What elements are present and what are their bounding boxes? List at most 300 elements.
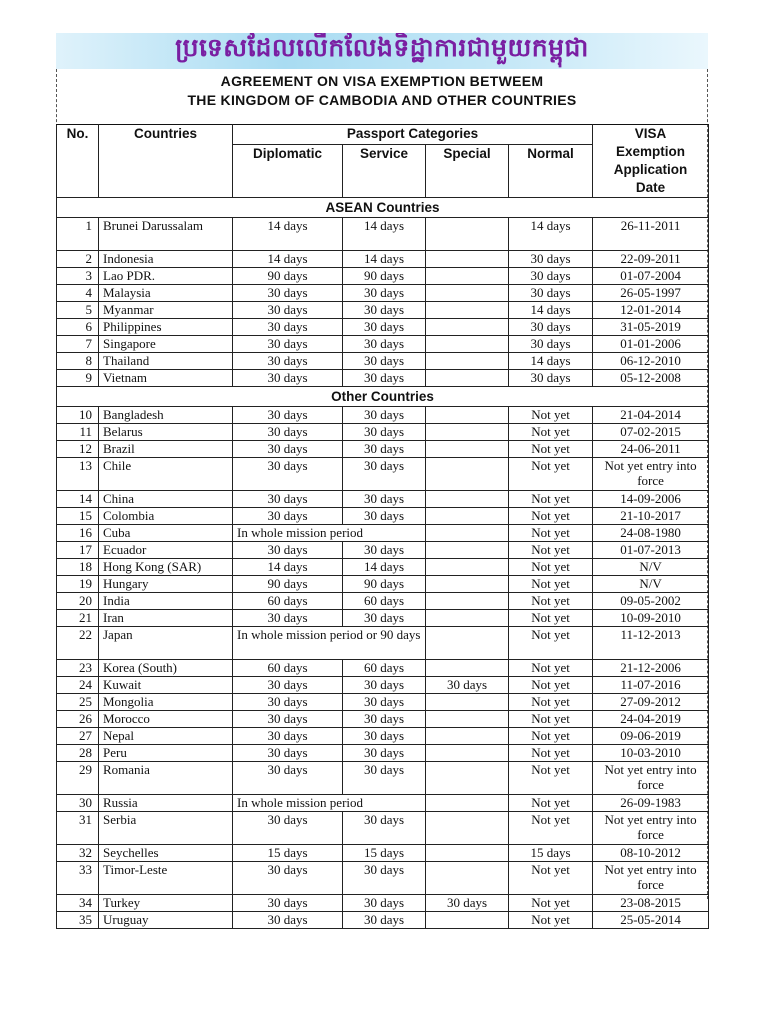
diplomatic-cell: 30 days [233,302,343,319]
normal-cell: Not yet [509,525,593,542]
country-name: Brazil [99,441,233,458]
table-row [57,542,709,559]
special-cell [426,353,509,370]
normal-cell: 14 days [509,302,593,319]
normal-cell: Not yet [509,576,593,593]
exemption-date: 24-06-2011 [593,441,709,458]
normal-cell: Not yet [509,542,593,559]
row-number: 15 [57,508,99,525]
exemption-date: 26-09-1983 [593,795,709,812]
diplomatic-cell: 30 days [233,370,343,387]
row-number: 34 [57,895,99,912]
service-cell: 30 days [343,370,426,387]
normal-cell: Not yet [509,912,593,929]
exemption-date: 11-07-2016 [593,677,709,694]
exemption-date: 08-10-2012 [593,845,709,862]
row-number: 6 [57,319,99,336]
diplomatic-cell: 30 days [233,677,343,694]
special-cell [426,370,509,387]
exemption-date: Not yet entry into force [593,812,709,845]
exemption-date: Not yet entry into force [593,762,709,795]
table-row [57,424,709,441]
service-cell: 60 days [343,593,426,610]
table-row [57,319,709,336]
header-normal: Normal [509,145,593,198]
country-name: Belarus [99,424,233,441]
banner-title: ប្រទេសដែលលើកលែងទិដ្ឋាការជាមួយកម្ពុជា [175,33,589,62]
table-row [57,862,709,895]
service-cell: 30 days [343,762,426,795]
row-number: 9 [57,370,99,387]
row-number: 24 [57,677,99,694]
service-cell: 90 days [343,576,426,593]
header-countries: Countries [99,125,233,198]
row-number: 33 [57,862,99,895]
row-number: 17 [57,542,99,559]
diplomatic-cell: 30 days [233,407,343,424]
exemption-date: 21-10-2017 [593,508,709,525]
diplomatic-cell: 14 days [233,218,343,251]
country-name: Cuba [99,525,233,542]
exemption-date: 24-04-2019 [593,711,709,728]
normal-cell: Not yet [509,559,593,576]
country-name: Kuwait [99,677,233,694]
service-cell: 30 days [343,677,426,694]
table-row [57,407,709,424]
normal-cell: 30 days [509,336,593,353]
special-cell [426,576,509,593]
normal-cell: 30 days [509,268,593,285]
normal-cell: Not yet [509,508,593,525]
service-cell: 30 days [343,711,426,728]
special-cell: 30 days [426,677,509,694]
section-asean [57,198,709,218]
service-cell: 30 days [343,441,426,458]
exemption-date: 22-09-2011 [593,251,709,268]
exemption-date: 27-09-2012 [593,694,709,711]
row-number: 4 [57,285,99,302]
normal-cell: 30 days [509,251,593,268]
normal-cell: Not yet [509,795,593,812]
service-cell: 14 days [343,559,426,576]
normal-cell: Not yet [509,711,593,728]
special-cell [426,508,509,525]
row-number: 5 [57,302,99,319]
diplomatic-cell: 30 days [233,694,343,711]
normal-cell: Not yet [509,660,593,677]
row-number: 2 [57,251,99,268]
table-row [57,795,709,812]
diplomatic-cell: 30 days [233,458,343,491]
country-name: Korea (South) [99,660,233,677]
country-name: Romania [99,762,233,795]
service-cell: 30 days [343,458,426,491]
exemption-date: 09-06-2019 [593,728,709,745]
section-other [57,387,709,407]
exemption-date: N/V [593,576,709,593]
service-cell: 30 days [343,336,426,353]
country-name: Timor-Leste [99,862,233,895]
service-cell: 30 days [343,694,426,711]
table-row [57,593,709,610]
header-service: Service [343,145,426,198]
country-name: Colombia [99,508,233,525]
table-row [57,525,709,542]
table-row [57,370,709,387]
table-row [57,677,709,694]
table-row [57,627,709,660]
special-cell [426,458,509,491]
country-name: Serbia [99,812,233,845]
exemption-date: 31-05-2019 [593,319,709,336]
service-cell: 30 days [343,302,426,319]
visa-exemption-table [56,124,709,929]
special-cell [426,525,509,542]
table-row [57,845,709,862]
special-cell [426,559,509,576]
diplomatic-cell: 90 days [233,268,343,285]
diplomatic-cell: 30 days [233,542,343,559]
exemption-date: Not yet entry into force [593,862,709,895]
row-number: 8 [57,353,99,370]
country-name: China [99,491,233,508]
diplomatic-cell: 30 days [233,441,343,458]
normal-cell: 14 days [509,218,593,251]
diplomatic-cell: 30 days [233,862,343,895]
exemption-date: 01-01-2006 [593,336,709,353]
service-cell: 30 days [343,912,426,929]
table-row [57,458,709,491]
diplomatic-cell: 14 days [233,559,343,576]
table-row [57,285,709,302]
service-cell: 30 days [343,424,426,441]
diplomatic-cell: 60 days [233,593,343,610]
service-cell: 30 days [343,508,426,525]
normal-cell: Not yet [509,491,593,508]
special-cell [426,441,509,458]
row-number: 32 [57,845,99,862]
exemption-date: 09-05-2002 [593,593,709,610]
normal-cell: Not yet [509,424,593,441]
special-cell [426,218,509,251]
row-number: 25 [57,694,99,711]
normal-cell: Not yet [509,728,593,745]
diplomatic-cell: 30 days [233,319,343,336]
diplomatic-cell: 30 days [233,745,343,762]
special-cell [426,711,509,728]
table-row [57,812,709,845]
normal-cell: Not yet [509,895,593,912]
row-number: 3 [57,268,99,285]
special-cell [426,660,509,677]
service-cell: 30 days [343,542,426,559]
exemption-date: Not yet entry into force [593,458,709,491]
exemption-date: 12-01-2014 [593,302,709,319]
special-cell [426,593,509,610]
normal-cell: Not yet [509,441,593,458]
special-cell [426,268,509,285]
table-row [57,218,709,251]
section-asean-label: ASEAN Countries [57,198,709,218]
row-number: 27 [57,728,99,745]
normal-cell: Not yet [509,812,593,845]
country-name: Vietnam [99,370,233,387]
special-cell [426,862,509,895]
row-number: 10 [57,407,99,424]
normal-cell: Not yet [509,610,593,627]
table-row [57,576,709,593]
exemption-date: N/V [593,559,709,576]
mission-period: In whole mission period [233,795,426,812]
diplomatic-cell: 30 days [233,895,343,912]
exemption-date: 11-12-2013 [593,627,709,660]
row-number: 11 [57,424,99,441]
diplomatic-cell: 30 days [233,762,343,795]
service-cell: 60 days [343,660,426,677]
country-name: Malaysia [99,285,233,302]
special-cell [426,812,509,845]
special-cell [426,610,509,627]
normal-cell: Not yet [509,407,593,424]
service-cell: 30 days [343,895,426,912]
diplomatic-cell: 30 days [233,424,343,441]
table-body [57,198,709,929]
exemption-date: 01-07-2013 [593,542,709,559]
normal-cell: Not yet [509,745,593,762]
normal-cell: 14 days [509,353,593,370]
heading-line-2: THE KINGDOM OF CAMBODIA AND OTHER COUNTRIES [187,92,577,108]
table-row [57,895,709,912]
country-name: Morocco [99,711,233,728]
header-special: Special [426,145,509,198]
row-number: 29 [57,762,99,795]
exemption-date: 26-05-1997 [593,285,709,302]
row-number: 31 [57,812,99,845]
header-visa-line: VISA [634,126,667,141]
diplomatic-cell: 15 days [233,845,343,862]
table-row [57,491,709,508]
header-no: No. [57,125,99,198]
normal-cell: Not yet [509,762,593,795]
row-number: 18 [57,559,99,576]
header-visa-line: Application [613,162,688,177]
diplomatic-cell: 14 days [233,251,343,268]
country-name: Mongolia [99,694,233,711]
service-cell: 30 days [343,285,426,302]
header-visa-date [593,125,709,198]
row-number: 28 [57,745,99,762]
special-cell [426,336,509,353]
exemption-date: 21-04-2014 [593,407,709,424]
row-number: 22 [57,627,99,660]
mission-period: In whole mission period or 90 days [233,627,426,660]
table-row [57,711,709,728]
service-cell: 15 days [343,845,426,862]
exemption-date: 23-08-2015 [593,895,709,912]
special-cell [426,694,509,711]
country-name: Myanmar [99,302,233,319]
normal-cell: Not yet [509,694,593,711]
country-name: Iran [99,610,233,627]
service-cell: 30 days [343,610,426,627]
exemption-date: 01-07-2004 [593,268,709,285]
diplomatic-cell: 30 days [233,711,343,728]
country-name: Peru [99,745,233,762]
table-row [57,302,709,319]
diplomatic-cell: 60 days [233,660,343,677]
table-row [57,660,709,677]
country-name: Ecuador [99,542,233,559]
diplomatic-cell: 30 days [233,610,343,627]
row-number: 12 [57,441,99,458]
normal-cell: 30 days [509,319,593,336]
heading-line-1: AGREEMENT ON VISA EXEMPTION BETWEEM [220,73,544,89]
diplomatic-cell: 30 days [233,353,343,370]
table-row [57,353,709,370]
special-cell [426,745,509,762]
special-cell [426,319,509,336]
row-number: 20 [57,593,99,610]
diplomatic-cell: 30 days [233,812,343,845]
special-cell [426,845,509,862]
row-number: 21 [57,610,99,627]
table-row [57,912,709,929]
special-cell [426,285,509,302]
country-name: Russia [99,795,233,812]
mission-period: In whole mission period [233,525,426,542]
special-cell [426,912,509,929]
normal-cell: Not yet [509,862,593,895]
table-row [57,268,709,285]
row-number: 13 [57,458,99,491]
service-cell: 90 days [343,268,426,285]
diplomatic-cell: 30 days [233,285,343,302]
row-number: 19 [57,576,99,593]
diplomatic-cell: 30 days [233,491,343,508]
row-number: 35 [57,912,99,929]
exemption-date: 21-12-2006 [593,660,709,677]
exemption-date: 05-12-2008 [593,370,709,387]
diplomatic-cell: 30 days [233,336,343,353]
table-row [57,336,709,353]
exemption-date: 26-11-2011 [593,218,709,251]
normal-cell: 30 days [509,285,593,302]
header-visa-line: Date [635,180,666,195]
special-cell [426,302,509,319]
service-cell: 30 days [343,812,426,845]
table-row [57,508,709,525]
diplomatic-cell: 90 days [233,576,343,593]
service-cell: 30 days [343,745,426,762]
country-name: Singapore [99,336,233,353]
row-number: 14 [57,491,99,508]
country-name: Nepal [99,728,233,745]
country-name: Brunei Darussalam [99,218,233,251]
country-name: Bangladesh [99,407,233,424]
table-row [57,694,709,711]
exemption-date: 14-09-2006 [593,491,709,508]
table-row [57,745,709,762]
country-name: India [99,593,233,610]
document-heading [56,72,708,110]
special-cell [426,762,509,795]
normal-cell: 30 days [509,370,593,387]
exemption-date: 07-02-2015 [593,424,709,441]
service-cell: 14 days [343,251,426,268]
normal-cell: Not yet [509,627,593,660]
exemption-date: 10-09-2010 [593,610,709,627]
exemption-date: 24-08-1980 [593,525,709,542]
table-row [57,441,709,458]
title-banner [56,33,708,69]
row-number: 1 [57,218,99,251]
service-cell: 30 days [343,728,426,745]
section-other-label: Other Countries [57,387,709,407]
diplomatic-cell: 30 days [233,728,343,745]
country-name: Hong Kong (SAR) [99,559,233,576]
special-cell [426,251,509,268]
service-cell: 30 days [343,407,426,424]
diplomatic-cell: 30 days [233,508,343,525]
service-cell: 30 days [343,353,426,370]
header-visa-line: Exemption [616,144,686,159]
table-row [57,728,709,745]
special-cell [426,728,509,745]
row-number: 16 [57,525,99,542]
table-row [57,251,709,268]
normal-cell: 15 days [509,845,593,862]
row-number: 30 [57,795,99,812]
country-name: Seychelles [99,845,233,862]
country-name: Uruguay [99,912,233,929]
header-diplomatic: Diplomatic [233,145,343,198]
country-name: Hungary [99,576,233,593]
special-cell: 30 days [426,895,509,912]
table-row [57,762,709,795]
exemption-date: 25-05-2014 [593,912,709,929]
country-name: Lao PDR. [99,268,233,285]
row-number: 23 [57,660,99,677]
exemption-date: 06-12-2010 [593,353,709,370]
country-name: Indonesia [99,251,233,268]
special-cell [426,424,509,441]
country-name: Turkey [99,895,233,912]
service-cell: 30 days [343,319,426,336]
country-name: Philippines [99,319,233,336]
country-name: Japan [99,627,233,660]
header-passport-categories: Passport Categories [233,125,593,145]
special-cell [426,491,509,508]
row-number: 7 [57,336,99,353]
country-name: Thailand [99,353,233,370]
special-cell [426,542,509,559]
normal-cell: Not yet [509,458,593,491]
special-cell [426,627,509,660]
diplomatic-cell: 30 days [233,912,343,929]
country-name: Chile [99,458,233,491]
exemption-date: 10-03-2010 [593,745,709,762]
special-cell [426,795,509,812]
service-cell: 30 days [343,491,426,508]
table-row [57,559,709,576]
service-cell: 30 days [343,862,426,895]
table-row [57,610,709,627]
normal-cell: Not yet [509,593,593,610]
normal-cell: Not yet [509,677,593,694]
service-cell: 14 days [343,218,426,251]
special-cell [426,407,509,424]
row-number: 26 [57,711,99,728]
